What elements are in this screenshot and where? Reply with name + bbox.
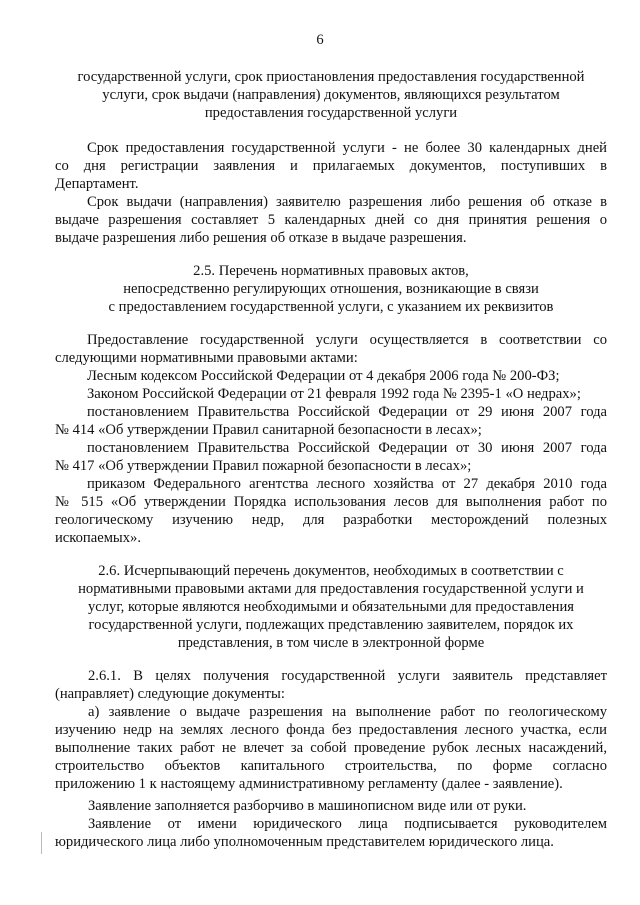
section-heading-2-6: услуг, которые являются необходимыми и обязательными для предоставления: [87, 599, 575, 615]
paragraph-line: изучению недр на землях лесного фонда без предоставления лесного участка, если: [55, 722, 607, 738]
section-heading-2-5: непосредственно регулирующих отношения, возникающие в связи: [123, 281, 539, 297]
paragraph-line: 2.6.1. В целях получения государственной услуги заявитель представляет: [88, 668, 607, 684]
heading-line: государственной услуги, срок приостановления предоставления государственной: [77, 69, 585, 85]
paragraph-line: (направляет) следующие документы:: [55, 686, 285, 702]
list-item: ископаемых».: [55, 530, 141, 546]
scan-margin-mark: [41, 832, 42, 854]
paragraph-line: Заявление заполняется разборчиво в машинописном виде или от руки.: [88, 798, 527, 814]
section-heading-2-5: с предоставлением государственной услуги, с указанием их реквизитов: [108, 299, 554, 315]
paragraph-line: Срок выдачи (направления) заявителю разрешения либо решения об отказе в: [87, 194, 607, 210]
list-item: Лесным кодексом Российской Федерации от 4 декабря 2006 года № 200-ФЗ;: [87, 368, 560, 384]
section-heading-2-6: 2.6. Исчерпывающий перечень документов, необходимых в соответствии с: [98, 563, 564, 579]
list-item: № 414 «Об утверждении Правил санитарной безопасности в лесах»;: [55, 422, 482, 438]
paragraph-line: Срок предоставления государственной услуги - не более 30 календарных дней: [87, 140, 607, 156]
paragraph-line: со дня регистрации заявления и прилагаемых документов, поступивших в: [55, 158, 607, 174]
paragraph-line: выполнение таких работ не влечет за собой проведение рубок лесных насаждений,: [55, 740, 607, 756]
list-item: № 515 «Об утверждении Порядка использования лесов для выполнения работ по: [55, 494, 607, 510]
paragraph-line: строительство объектов капитального строительства, по форме согласно: [55, 758, 607, 774]
list-item: постановлением Правительства Российской Федерации от 29 июня 2007 года: [87, 404, 607, 420]
section-heading-2-6: нормативными правовыми актами для предоставления государственной услуги и: [78, 581, 584, 597]
paragraph-line: выдаче разрешения составляет 5 календарных дней со дня принятия решения о: [55, 212, 607, 228]
list-item: постановлением Правительства Российской Федерации от 30 июня 2007 года: [87, 440, 607, 456]
page-number: 6: [316, 32, 324, 48]
paragraph-line: юридического лица либо уполномоченным представителем юридического лица.: [55, 834, 554, 850]
section-heading-2-6: представления, в том числе в электронной форме: [177, 635, 485, 651]
paragraph-line: выдаче разрешения либо решения об отказе в выдаче разрешения.: [55, 230, 467, 246]
paragraph-line: Предоставление государственной услуги осуществляется в соответствии со: [87, 332, 607, 348]
list-item: Законом Российской Федерации от 21 февраля 1992 года № 2395-1 «О недрах»;: [87, 386, 581, 402]
list-item: № 417 «Об утверждении Правил пожарной безопасности в лесах»;: [55, 458, 472, 474]
list-item: а) заявление о выдаче разрешения на выполнение работ по геологическому: [88, 704, 607, 720]
heading-line: предоставления государственной услуги: [204, 105, 458, 121]
section-heading-2-5: 2.5. Перечень нормативных правовых актов,: [193, 263, 469, 279]
list-item: приказом Федерального агентства лесного хозяйства от 27 декабря 2010 года: [87, 476, 607, 492]
paragraph-line: Заявление от имени юридического лица подписывается руководителем: [88, 816, 607, 832]
heading-line: услуги, срок выдачи (направления) документов, являющихся результатом: [102, 87, 560, 103]
paragraph-line: следующими нормативными правовыми актами:: [55, 350, 358, 366]
paragraph-line: приложению 1 к настоящему административному регламенту (далее - заявление).: [55, 776, 563, 792]
list-item: геологическому изучению недр, для разработки месторождений полезных: [55, 512, 607, 528]
paragraph-line: Департамент.: [55, 176, 139, 192]
section-heading-2-6: государственной услуги, подлежащих представлению заявителем, порядок их: [88, 617, 574, 633]
